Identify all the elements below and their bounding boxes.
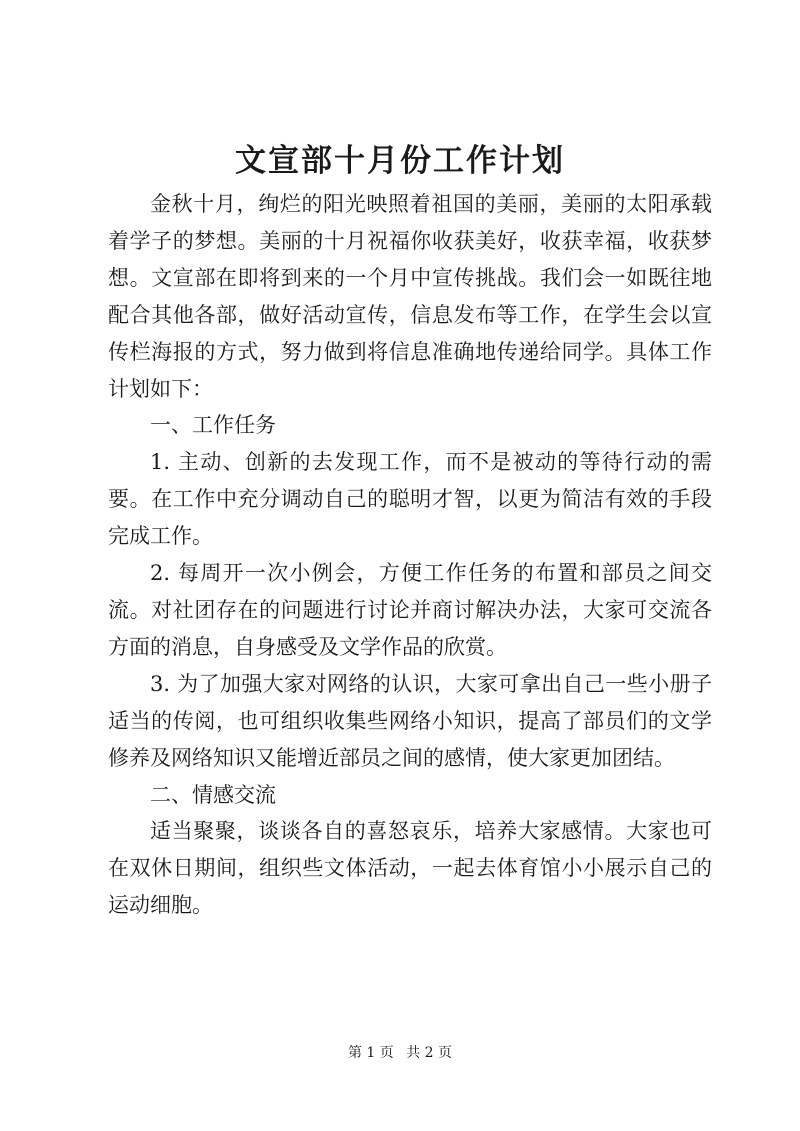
page-footer	[0, 1043, 800, 1063]
section-heading-tasks: 一、工作任务	[150, 413, 276, 438]
paragraph-intro: 金秋十月，绚烂的阳光映照着祖国的美丽，美丽的太阳承载着学子的梦想。美丽的十月祝福你收获美好，收获幸福，收获梦想。文宣部在即将到来的一个月中宣传挑战。我们会一如既往地配合其他各部，做好活动宣传，信息发布等工作，在学生会以宣传栏海报的方式，努力做到将信息准确地传递给同学。具体工作计划如下：	[108, 192, 712, 401]
page-number: 第 1 页	[347, 1045, 394, 1061]
task-item-3: 3. 为了加强大家对网络的认识，大家可拿出自己一些小册子适当的传阅，也可组织收集些网络小知识，提高了部员们的文学修养及网络知识又能增近部员之间的感情，使大家更加团结。	[108, 671, 712, 770]
task-item-2: 2. 每周开一次小例会，方便工作任务的布置和部员之间交流。对社团存在的问题进行讨论并商讨解决办法，大家可交流各方面的消息，自身感受及文学作品的欣赏。	[108, 561, 712, 659]
document-title: 文宣部十月份工作计划	[235, 143, 565, 179]
document-body	[108, 186, 712, 924]
section-heading-emotion: 二、情感交流	[150, 782, 276, 807]
paragraph-emotion: 适当聚聚，谈谈各自的喜怒哀乐，培养大家感情。大家也可在双休日期间，组织些文体活动，一起去体育馆小小展示自己的运动细胞。	[108, 819, 712, 918]
task-item-1: 1. 主动、创新的去发现工作，而不是被动的等待行动的需要。在工作中充分调动自己的聪明才智，以更为简洁有效的手段完成工作。	[108, 450, 712, 549]
page-total: 共 2 页	[406, 1045, 453, 1061]
